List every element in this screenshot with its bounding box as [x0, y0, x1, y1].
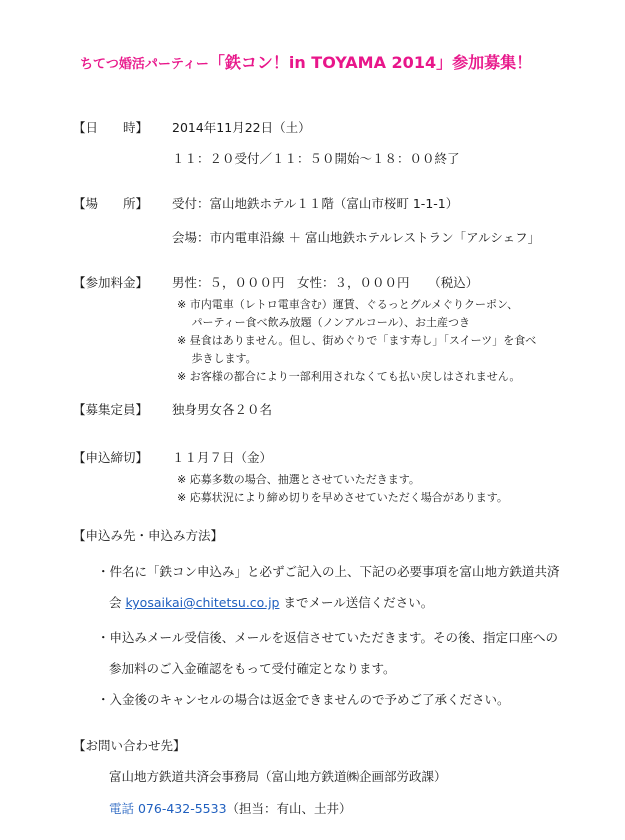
- apply-label: 【申込み先・申込み方法】: [73, 528, 224, 543]
- phone-number[interactable]: 電話 076-432-5533: [109, 801, 227, 816]
- fee-note-2: パーティー食べ飲み放題（ノンアルコール）、お土産つき: [177, 316, 471, 329]
- email-prefix: 会: [109, 595, 126, 610]
- deadline-label: 【申込締切】: [73, 450, 149, 465]
- deadline-value: １１月７日（金）: [172, 450, 273, 465]
- apply-bullet-1: ・件名に「鉄コン申込み」と必ずご記入の上、下記の必要事項を富山地方鉄道共済: [97, 564, 560, 579]
- contact-org: 富山地方鉄道共済会事務局（富山地方鉄道㈱企画部労政課）: [109, 769, 447, 784]
- date-label: 【日 時】: [73, 120, 149, 135]
- fee-note-5: ※ お客様の都合により一部利用されなくても払い戻しはされません。: [177, 370, 521, 383]
- apply-bullet-3: ・入金後のキャンセルの場合は返金できませんので予めご了承ください。: [97, 692, 510, 707]
- time-value: １１：２０受付／１１：５０開始～１８：００終了: [172, 151, 460, 166]
- apply-bullet-2: ・申込みメール受信後、メールを返信させていただきます。その後、指定口座への: [97, 630, 559, 645]
- deadline-note-1: ※ 応募多数の場合、抽選とさせていただきます。: [177, 473, 420, 486]
- fee-note-1: ※ 市内電車（レトロ電車含む）運賃、ぐるっとグルメぐりクーポン、: [177, 298, 519, 311]
- venue-value: 会場：市内電車沿線 ＋ 富山地鉄ホテルレストラン「アルシェフ」: [172, 230, 541, 245]
- contact-label: 【お問い合わせ先】: [73, 738, 186, 753]
- fee-label: 【参加料金】: [73, 275, 149, 290]
- fee-note-4: 歩きします。: [177, 352, 257, 365]
- capacity-value: 独身男女各２０名: [172, 402, 273, 417]
- date-value: 2014年11月22日（土）: [172, 120, 311, 135]
- apply-bullet-1-line-2: [109, 595, 433, 611]
- deadline-note-2: ※ 応募状況により締め切りを早めさせていただく場合があります。: [177, 491, 508, 504]
- phone-note: （担当：有山、土井）: [226, 801, 352, 816]
- page-title: [80, 50, 532, 73]
- email-suffix: までメール送信ください。: [279, 595, 434, 610]
- fee-note-3: ※ 昼食はありません。但し、街めぐりで「ます寿し」「スイーツ」を食べ: [177, 334, 537, 347]
- capacity-label: 【募集定員】: [73, 402, 149, 417]
- contact-phone: [109, 801, 352, 817]
- fee-value: 男性：５，０００円 女性：３，０００円 （税込）: [172, 275, 479, 290]
- apply-bullet-2-line-2: 参加料のご入金確認をもって受付確定となります。: [109, 661, 396, 676]
- email-link[interactable]: kyosaikai@chitetsu.co.jp: [125, 595, 280, 610]
- title-main: 「鉄コン！in TOYAMA 2014」参加募集！: [208, 53, 533, 72]
- reception-value: 受付：富山地鉄ホテル１１階（富山市桜町 1-1-1）: [172, 196, 459, 211]
- place-label: 【場 所】: [73, 196, 149, 211]
- title-small: ちてつ婚活パーティー: [80, 57, 209, 72]
